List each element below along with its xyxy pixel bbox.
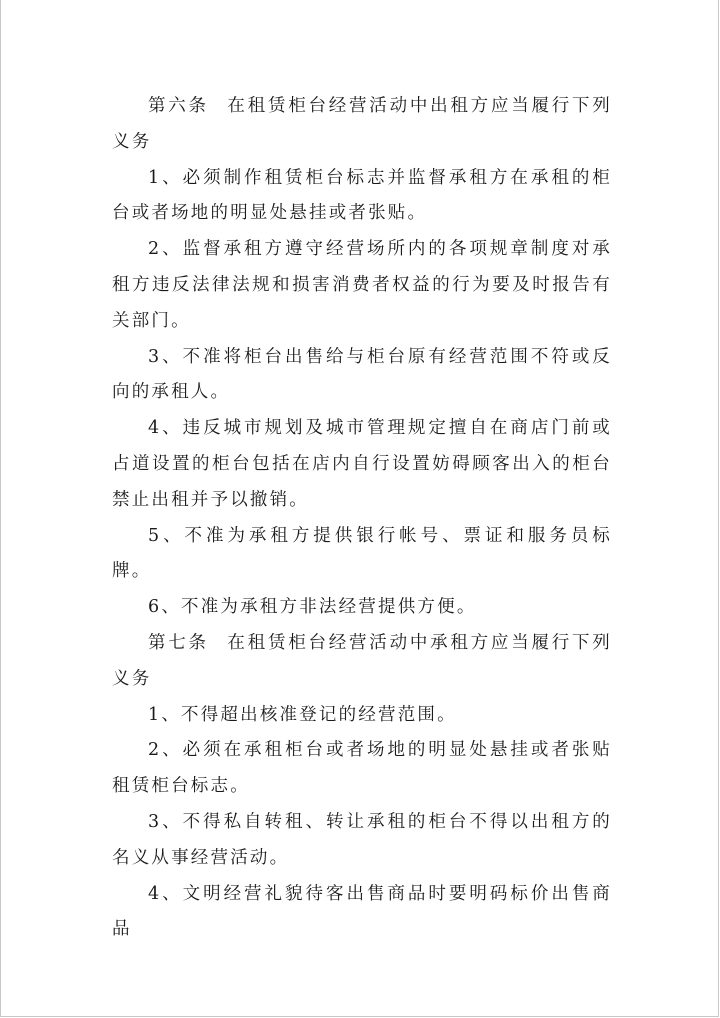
clause-paragraph: 4、文明经营礼貌待客出售商品时要明码标价出售商品 bbox=[112, 883, 612, 940]
clause-paragraph: 1、不得超出核准登记的经营范围。 bbox=[148, 704, 457, 725]
article-text: 在租赁柜台经营活动中出租方应当履行下列义务 bbox=[112, 96, 612, 152]
article-number: 第七条 bbox=[148, 632, 209, 653]
clause-paragraph: 2、必须在承租柜台或者场地的明显处悬挂或者张贴租赁柜台标志。 bbox=[112, 740, 612, 797]
clause-paragraph: 3、不得私自转租、转让承租的柜台不得以出租方的名义从事经营活动。 bbox=[112, 811, 612, 868]
clause-paragraph: 1、必须制作租赁柜台标志并监督承租方在承租的柜台或者场地的明显处悬挂或者张贴。 bbox=[112, 167, 612, 224]
clause-paragraph: 2、监督承租方遵守经营场所内的各项规章制度对承租方违反法律法规和损害消费者权益的行为要及时报告有关部门。 bbox=[112, 239, 612, 331]
clause-paragraph: 5、不准为承租方提供银行帐号、票证和服务员标牌。 bbox=[112, 525, 612, 582]
clause-paragraph: 3、不准将柜台出售给与柜台原有经营范围不符或反向的承租人。 bbox=[112, 346, 612, 403]
document-body bbox=[112, 89, 612, 948]
article-six-heading bbox=[112, 89, 612, 161]
article-text: 在租赁柜台经营活动中承租方应当履行下列义务 bbox=[112, 632, 612, 689]
article-seven-heading bbox=[112, 626, 612, 698]
article-number: 第六条 bbox=[148, 96, 209, 116]
clause-paragraph: 6、不准为承租方非法经营提供方便。 bbox=[148, 597, 477, 618]
clause-paragraph: 4、违反城市规划及城市管理规定擅自在商店门前或占道设置的柜台包括在店内自行设置妨碍顾客出入的柜台禁止出租并予以撤销。 bbox=[112, 418, 612, 510]
